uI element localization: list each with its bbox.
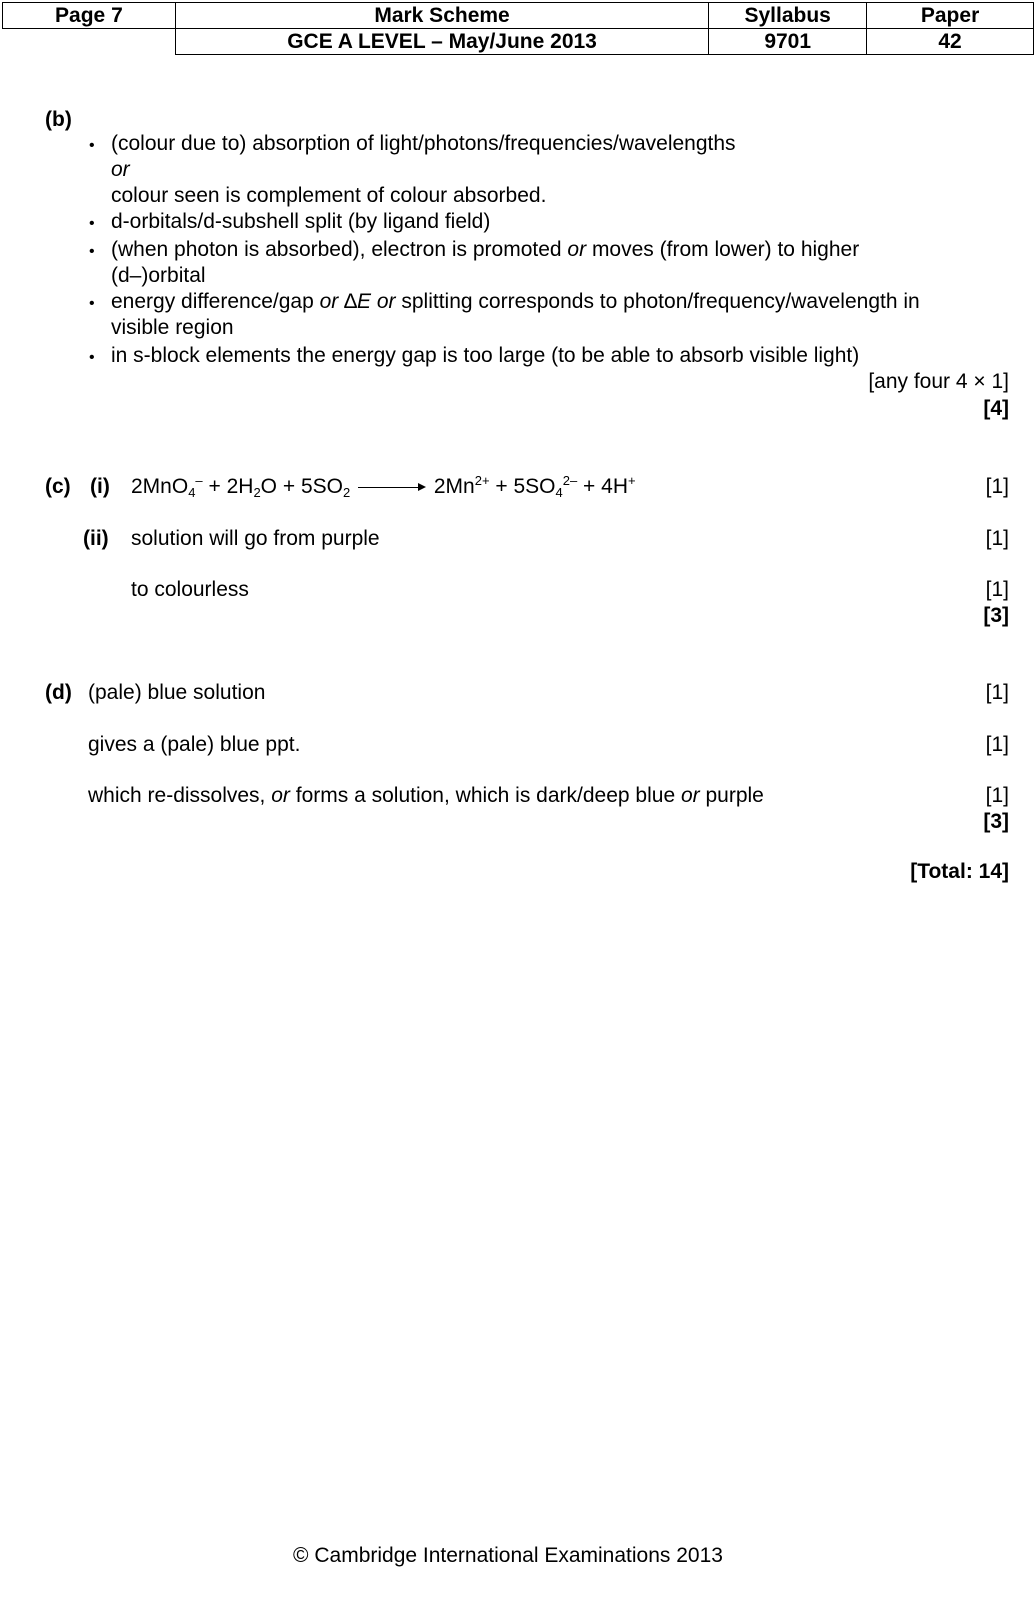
bullet-icon: • — [89, 243, 95, 260]
b-any-four: [any four 4 × 1] — [868, 370, 1009, 393]
paper-number: 42 — [867, 29, 1034, 55]
reaction-arrow-icon — [358, 482, 426, 492]
b-bullet1-or: or — [111, 158, 130, 181]
c-i-mark: [1] — [985, 475, 1009, 498]
grand-total: [Total: 14] — [910, 860, 1009, 883]
b-bullet3-line2: (d–)orbital — [111, 264, 206, 287]
bullet-icon: • — [89, 215, 95, 232]
b-total-marks: [4] — [983, 397, 1009, 420]
b-bullet5: in s-block elements the energy gap is too large (to be able to absorb visible light) — [111, 344, 860, 367]
c-ii-text: solution will go from purple — [131, 527, 380, 550]
c-equation: $2MnO_4^- + 2H_2O + 5SO_2$ $2Mn^{2+} + 5SO_4^{2-} + 4H^+$ — [131, 473, 636, 500]
exam-session: GCE A LEVEL – May/June 2013 — [175, 29, 708, 55]
c-ii-mark2: [1] — [985, 578, 1009, 601]
page-number: Page 7 — [3, 3, 176, 29]
d-line1: (pale) blue solution — [88, 681, 266, 704]
empty-cell — [3, 29, 176, 55]
part-b-label: (b) — [45, 108, 72, 131]
syllabus-code: 9701 — [709, 29, 867, 55]
d-mark2: [1] — [985, 733, 1009, 756]
c-ii-text2: to colourless — [131, 578, 249, 601]
part-c-label: (c) — [45, 475, 71, 498]
doc-title: Mark Scheme — [175, 3, 708, 29]
bullet-icon: • — [89, 137, 95, 154]
d-line3: which re-dissolves, or forms a solution, which is dark/deep blue or purple — [88, 784, 764, 807]
b-bullet2: d-orbitals/d-subshell split (by ligand field) — [111, 210, 491, 233]
b-bullet1-line1: (colour due to) absorption of light/photons/frequencies/wavelengths — [111, 132, 736, 155]
bullet-icon: • — [89, 349, 95, 366]
c-ii-mark: [1] — [985, 527, 1009, 550]
c-ii-label: (ii) — [83, 527, 109, 550]
d-mark1: [1] — [985, 681, 1009, 704]
header-table — [2, 2, 1034, 55]
b-bullet4-line1: energy difference/gap or ∆E or splitting corresponds to photon/frequency/wavelength in — [111, 290, 920, 313]
d-total-marks: [3] — [983, 810, 1009, 833]
c-i-label: (i) — [90, 475, 110, 498]
b-bullet3-line1: (when photon is absorbed), electron is promoted or moves (from lower) to higher — [111, 238, 860, 261]
syllabus-label: Syllabus — [709, 3, 867, 29]
d-line2: gives a (pale) blue ppt. — [88, 733, 301, 756]
bullet-icon: • — [89, 295, 95, 312]
d-mark3: [1] — [985, 784, 1009, 807]
b-bullet4-line2: visible region — [111, 316, 234, 339]
part-d-label: (d) — [45, 681, 72, 704]
b-bullet1-line3: colour seen is complement of colour absorbed. — [111, 184, 547, 207]
c-total-marks: [3] — [983, 604, 1009, 627]
paper-label: Paper — [867, 3, 1034, 29]
footer-copyright: © Cambridge International Examinations 2013 — [293, 1544, 723, 1567]
